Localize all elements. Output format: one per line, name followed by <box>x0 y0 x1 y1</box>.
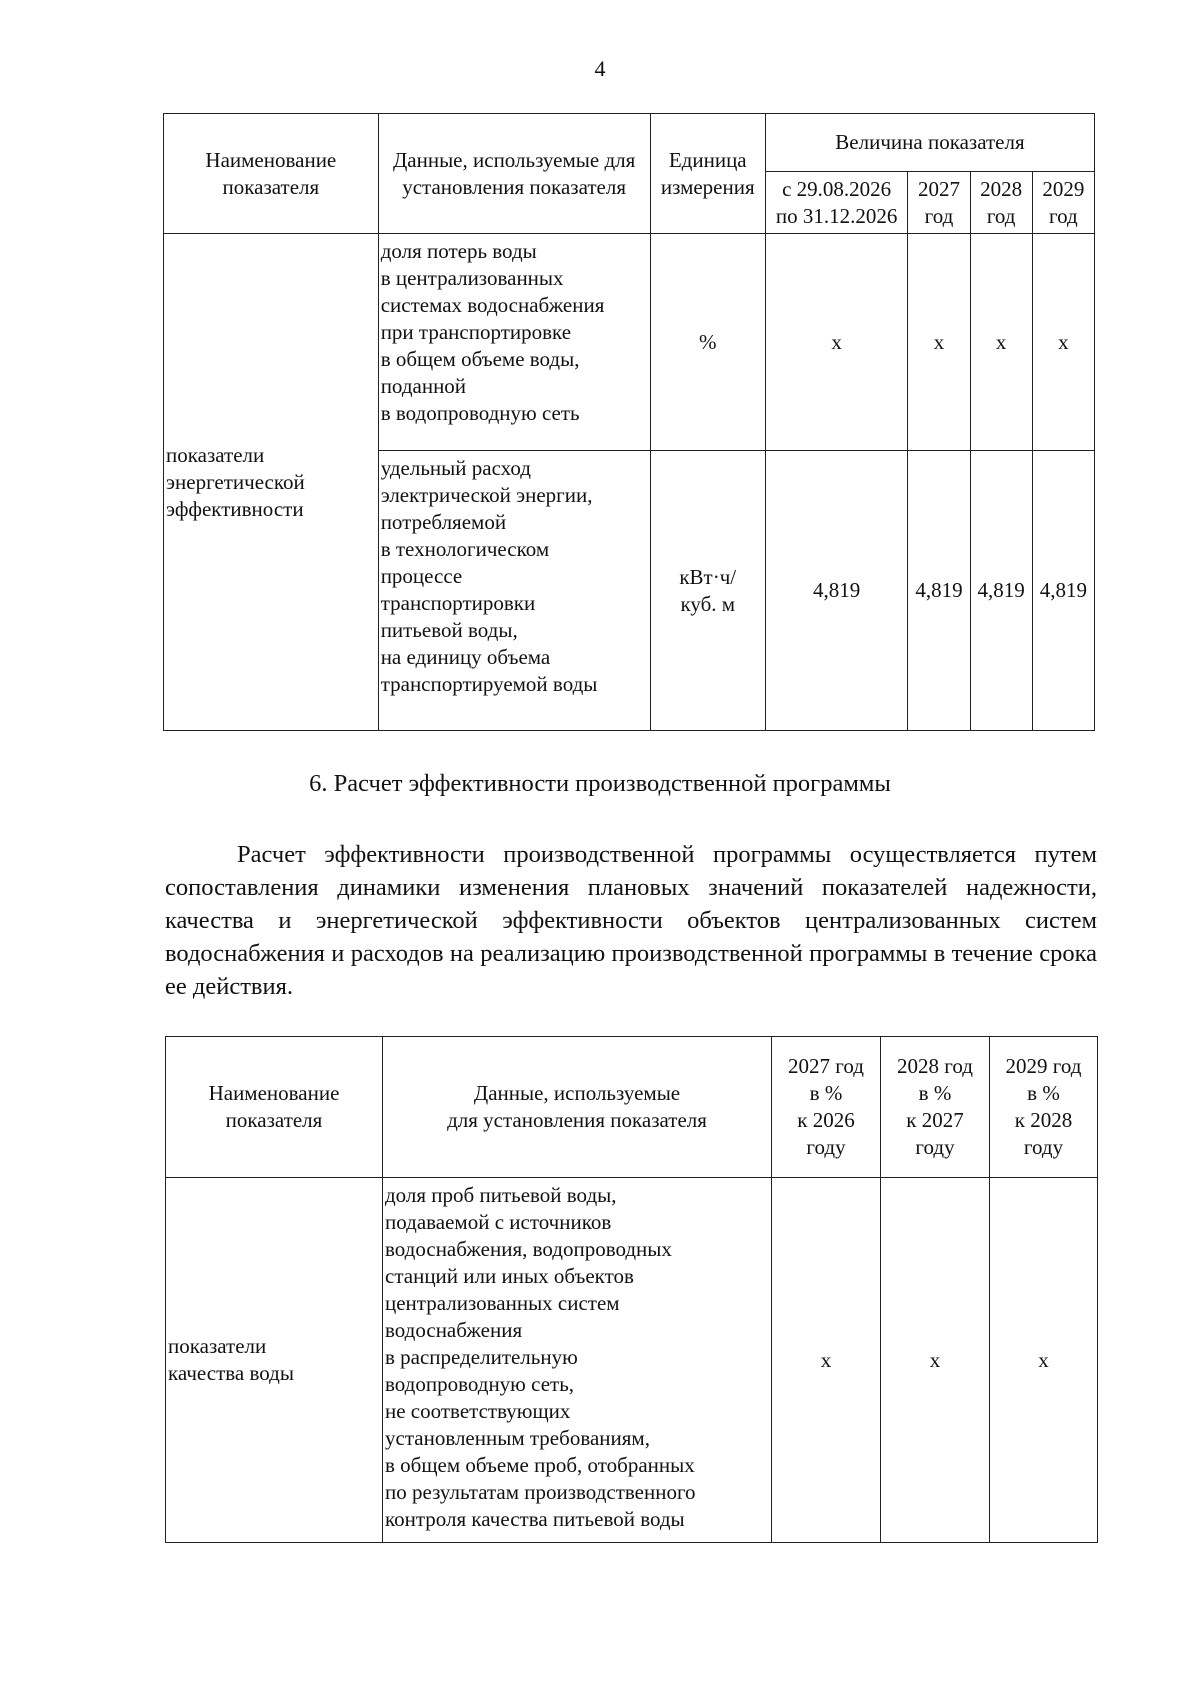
row-value-cell <box>765 451 907 731</box>
row-value-text: 4,819 <box>1039 578 1087 602</box>
header-period-2-text: 2027 год <box>917 176 960 228</box>
header-year-2029-text: 2029 год в % к 2028 году <box>1005 1054 1082 1159</box>
row-unit-cell <box>650 451 765 731</box>
header-period-2 <box>908 172 970 234</box>
header-year-2029 <box>990 1037 1098 1178</box>
header-value-group-text: Величина показателя <box>835 130 1025 154</box>
header-year-2028 <box>881 1037 990 1178</box>
header-data-used <box>378 114 650 234</box>
row-value-cell <box>1032 234 1094 451</box>
row-value-cell <box>881 1178 990 1543</box>
row-value-cell <box>908 234 970 451</box>
row-value-text: 4,819 <box>915 578 963 602</box>
header-period-3 <box>970 172 1032 234</box>
header-year-2028-text: 2028 год в % к 2027 году <box>897 1054 973 1159</box>
row-data-text: удельный расход электрической энергии, потребляемой в технологическом процессе транспортировки питьевой воды, на единицу объема транспортируемой воды <box>380 456 598 696</box>
header-data-used <box>383 1037 772 1178</box>
section-heading: 6. Расчет эффективности производственной программы <box>309 770 891 797</box>
row-value-cell <box>765 234 907 451</box>
row-unit-text: кВт·ч/ куб. м <box>679 564 737 616</box>
header-year-2027-text: 2027 год в % к 2026 году <box>788 1054 864 1159</box>
row-unit-text: % <box>698 329 717 354</box>
row-data-text: доля потерь воды в централизованных системах водоснабжения при транспортировке в общем объеме воды, поданной в водопроводную сеть <box>380 239 605 425</box>
row-unit-cell <box>650 234 765 451</box>
row-value-cell <box>970 234 1032 451</box>
header-indicator-name <box>166 1037 383 1178</box>
header-value-group <box>765 114 1094 172</box>
header-indicator-name-text: Наименование показателя <box>205 147 337 199</box>
header-period-4 <box>1032 172 1094 234</box>
header-indicator-name-text: Наименование показателя <box>208 1081 340 1132</box>
header-period-1 <box>765 172 907 234</box>
row-value-cell <box>990 1178 1098 1543</box>
row-value-text: 4,819 <box>977 578 1025 602</box>
row-value-text: х <box>1038 1347 1049 1372</box>
energy-efficiency-table <box>163 113 1095 731</box>
efficiency-calculation-table <box>165 1036 1098 1543</box>
table-row <box>166 1178 1098 1543</box>
header-period-3-text: 2028 год <box>980 176 1023 228</box>
table-row <box>164 234 1095 451</box>
row-data-cell <box>378 234 650 451</box>
row-value-text: х <box>831 329 842 354</box>
header-unit <box>650 114 765 234</box>
header-data-used-text: Данные, используемые для установления показателя <box>447 1081 707 1132</box>
row-name-text: показатели качества воды <box>168 1334 294 1385</box>
header-unit-text: Единица измерения <box>660 147 755 199</box>
row-value-cell <box>908 451 970 731</box>
group-label-text: показатели энергетической эффективности <box>166 442 305 521</box>
row-value-text: х <box>933 329 945 354</box>
row-value-cell <box>1032 451 1094 731</box>
row-data-cell <box>378 451 650 731</box>
header-period-4-text: 2029 год <box>1042 176 1085 228</box>
group-label-cell <box>164 234 379 731</box>
header-indicator-name <box>164 114 379 234</box>
page-number: 4 <box>594 56 606 81</box>
row-value-cell <box>970 451 1032 731</box>
row-value-text: 4,819 <box>813 578 861 602</box>
row-value-cell <box>772 1178 881 1543</box>
section-paragraph: Расчет эффективности производственной программы осуществляется путем сопоставления динамики изменения плановых значений показателей надежности, качества и энергетической эффективности объектов централизованных систем водоснабжения и расходов на реализацию производственной программы в течение срока ее действия. <box>165 841 1097 1000</box>
row-name-cell <box>166 1178 383 1543</box>
row-value-text: х <box>995 329 1007 354</box>
row-value-text: х <box>929 1347 941 1372</box>
row-value-text: х <box>1058 329 1069 354</box>
row-value-text: х <box>820 1347 832 1372</box>
header-data-used-text: Данные, используемые для установления показателя <box>392 147 636 199</box>
row-data-cell <box>383 1178 772 1543</box>
header-year-2027 <box>772 1037 881 1178</box>
header-period-1-text: с 29.08.2026 по 31.12.2026 <box>775 176 898 228</box>
row-data-text: доля проб питьевой воды, подаваемой с источников водоснабжения, водопроводных станций или иных объектов централизованных систем водоснабжения в распределительную водопроводную сеть, не соответствующих установленным требованиям, в общем объеме проб, отобранных по результатам производственного контроля качества питьевой воды <box>385 1183 696 1531</box>
